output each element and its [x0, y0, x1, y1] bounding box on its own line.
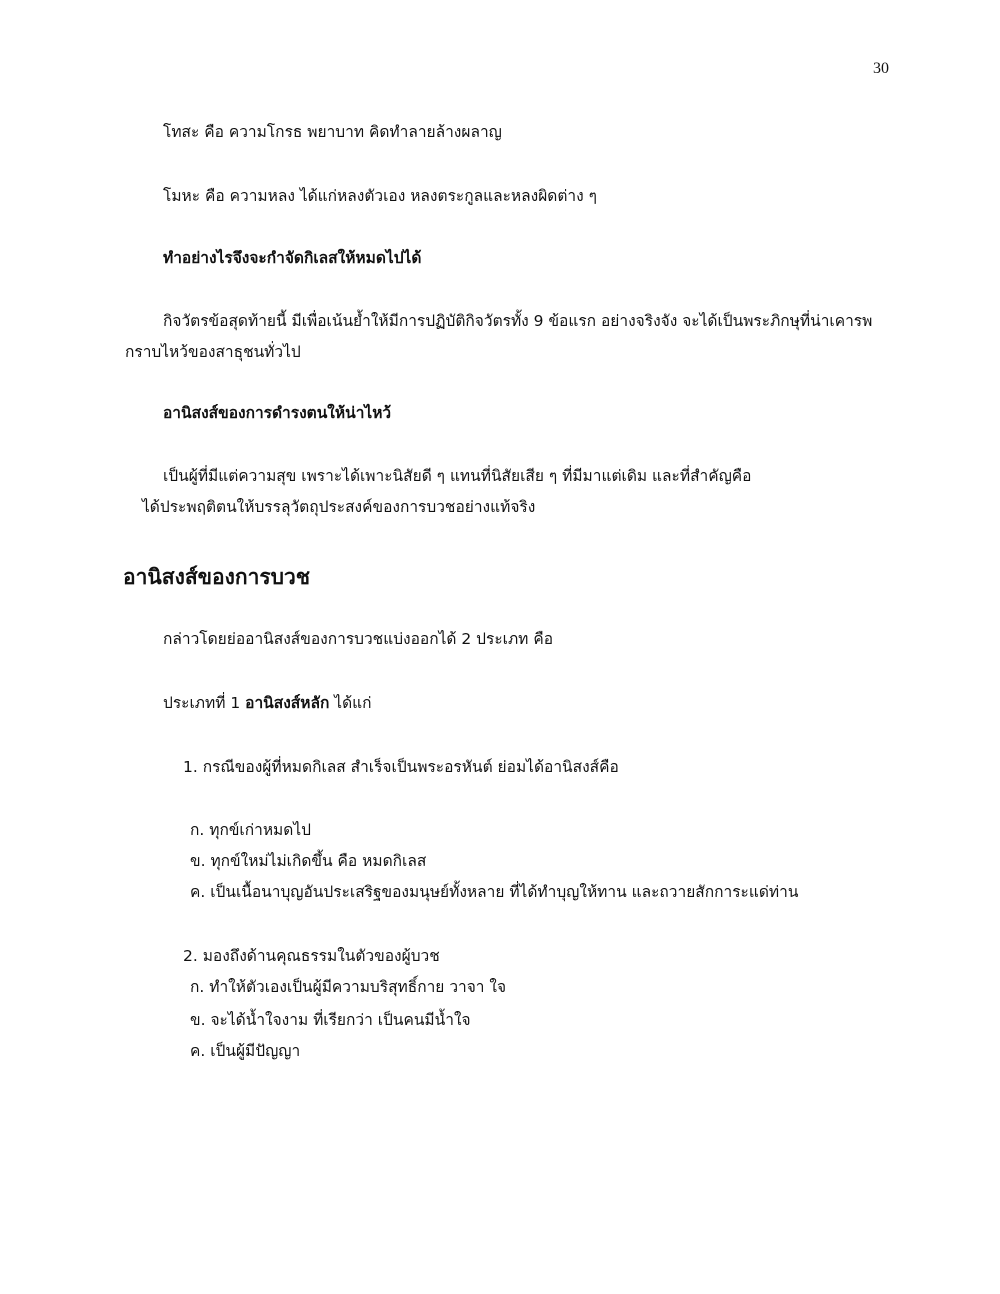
definition-tosa: โทสะ คือ ความโกรธ พยาบาท คิดทำลายล้างผลาญ: [163, 123, 502, 141]
type-1-line: [163, 693, 372, 713]
list-item-1-b: ข. ทุกข์ใหม่ไม่เกิดขึ้น คือ หมดกิเลส: [190, 852, 427, 870]
definition-moha: โมหะ คือ ความหลง ได้แก่หลงตัวเอง หลงตระกูลและหลงผิดต่าง ๆ: [163, 187, 597, 205]
type-1-suffix: ได้แก่: [329, 694, 372, 712]
page-number: 30: [873, 60, 889, 77]
list-item-2-b: ข. จะได้น้ำใจงาม ที่เรียกว่า เป็นคนมีน้ำใจ: [190, 1011, 471, 1029]
list-item-2: 2. มองถึงด้านคุณธรรมในตัวของผู้บวช: [183, 947, 440, 965]
type-1-title: อานิสงส์หลัก: [245, 694, 330, 712]
intro-line: กล่าวโดยย่ออานิสงส์ของการบวชแบ่งออกได้ 2 ประเภท คือ: [163, 630, 554, 648]
list-item-2-c: ค. เป็นผู้มีปัญญา: [190, 1042, 301, 1060]
list-item-1-a: ก. ทุกข์เก่าหมดไป: [190, 821, 311, 839]
paragraph-1-line-1: กิจวัตรข้อสุดท้ายนี้ มีเพื่อเน้นย้ำให้มีการปฏิบัติกิจวัตรทั้ง 9 ข้อแรก อย่างจริงจัง จะได้เป็นพระภิกษุที่น่าเคารพ: [163, 312, 873, 330]
list-item-1: 1. กรณีของผู้ที่หมดกิเลส สำเร็จเป็นพระอรหันต์ ย่อมได้อานิสงส์คือ: [183, 758, 619, 776]
subheading-how-to-eliminate: ทำอย่างไรจึงจะกำจัดกิเลสให้หมดไปได้: [163, 249, 422, 267]
section-title: อานิสงส์ของการบวช: [123, 565, 311, 589]
paragraph-2-line-1: เป็นผู้ที่มีแต่ความสุข เพราะได้เพาะนิสัยดี ๆ แทนที่นิสัยเสีย ๆ ที่มีมาแต่เดิม และที่สำคัญคือ: [163, 467, 752, 485]
paragraph-2-line-2: ได้ประพฤติตนให้บรรลุวัตถุประสงค์ของการบวชอย่างแท้จริง: [142, 498, 536, 516]
paragraph-1-line-2: กราบไหว้ของสาธุชนทั่วไป: [125, 343, 301, 361]
list-item-2-a: ก. ทำให้ตัวเองเป็นผู้มีความบริสุทธิ์กาย วาจา ใจ: [190, 978, 507, 996]
list-item-1-c: ค. เป็นเนื้อนาบุญอันประเสริฐของมนุษย์ทั้งหลาย ที่ได้ทำบุญให้ทาน และถวายสักการะแด่ท่าน: [190, 883, 799, 901]
type-1-prefix: ประเภทที่ 1: [163, 694, 246, 712]
subheading-benefit-of-conduct: อานิสงส์ของการดำรงตนให้น่าไหว้: [163, 404, 392, 422]
